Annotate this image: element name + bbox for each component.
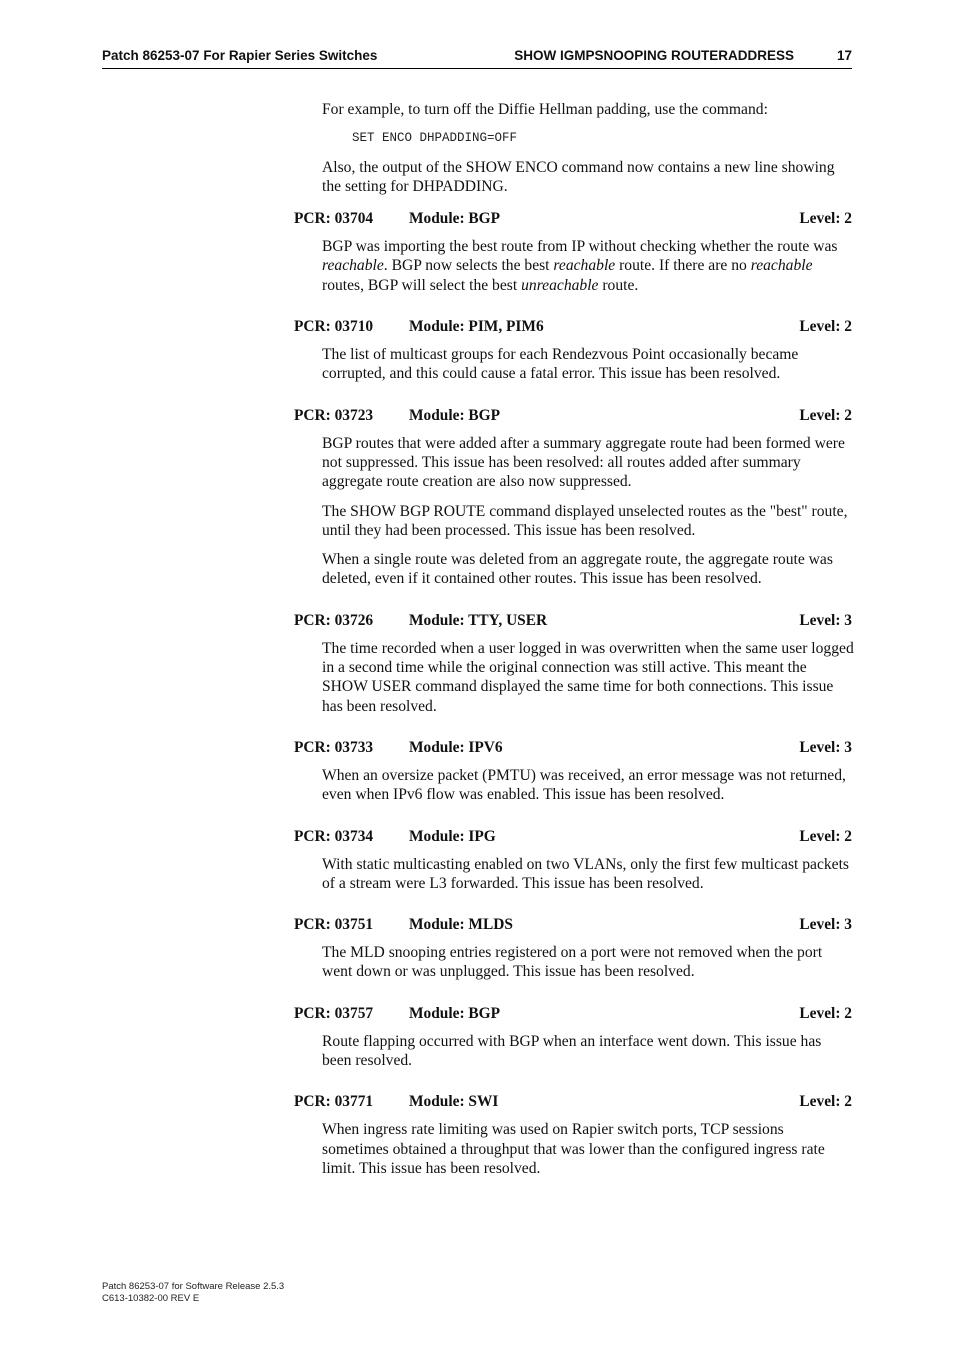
emphasis-text: reachable xyxy=(750,257,813,275)
pcr-heading xyxy=(294,406,854,425)
footer-release: Patch 86253-07 for Software Release 2.5.3 xyxy=(102,1281,285,1292)
pcr-heading xyxy=(294,1092,854,1111)
pcr-description: The MLD snooping entries registered on a port were not removed when the port went down or was unplugged. This issue has been resolved. xyxy=(322,944,823,981)
pcr-description: The time recorded when a user logged in was overwritten when the same user logged in a second time while the original connection was still active. This meant the SHOW USER command displayed the same time for both connections. This issue has been resolved. xyxy=(322,639,854,715)
pcr-id: PCR: 03734 xyxy=(294,827,374,845)
footer-doc-number: C613-10382-00 REV E xyxy=(102,1293,200,1304)
pcr-heading xyxy=(294,209,854,228)
pcr-id: PCR: 03733 xyxy=(294,738,374,756)
pcr-description: When a single route was deleted from an aggregate route, the aggregate route was deleted, even if it contained other routes. This issue has been resolved. xyxy=(322,551,833,588)
pcr-id: PCR: 03771 xyxy=(294,1093,374,1111)
pcr-module: Module: BGP xyxy=(409,406,501,424)
pcr-heading xyxy=(294,915,854,934)
pcr-heading xyxy=(294,317,854,336)
text-run: BGP was importing the best route from IP without checking whether the route was xyxy=(322,238,838,256)
pcr-heading xyxy=(294,738,854,757)
pcr-description: With static multicasting enabled on two VLANs, only the first few multicast packets of a stream were L3 forwarded. This issue has been resolved. xyxy=(322,855,849,892)
pcr-heading xyxy=(294,1004,854,1023)
pcr-level: Level: 3 xyxy=(799,611,852,629)
pcr-module: Module: IPG xyxy=(409,827,496,845)
header-title: Patch 86253-07 For Rapier Series Switches xyxy=(102,48,378,63)
text-run: route. If there are no xyxy=(615,257,751,275)
header-section: SHOW IGMPSNOOPING ROUTERADDRESS xyxy=(514,48,794,63)
pcr-module: Module: BGP xyxy=(409,210,501,228)
page-number: 17 xyxy=(836,48,852,63)
pcr-description: The SHOW BGP ROUTE command displayed unselected routes as the "best" route, until they had been processed. This issue has been resolved. xyxy=(322,502,848,539)
pcr-description xyxy=(322,237,854,295)
pcr-level: Level: 3 xyxy=(799,738,852,756)
pcr-level: Level: 3 xyxy=(799,916,852,934)
pcr-level: Level: 2 xyxy=(799,1093,852,1111)
intro-paragraph: For example, to turn off the Diffie Hellman padding, use the command: xyxy=(322,101,768,118)
emphasis-text: unreachable xyxy=(521,276,599,294)
pcr-description: When an oversize packet (PMTU) was received, an error message was not returned, even when IPv6 flow was enabled. This issue has been resolved. xyxy=(322,766,846,804)
intro-paragraph: Also, the output of the SHOW ENCO command now contains a new line showing the setting for DHPADDING. xyxy=(322,158,835,195)
pcr-module: Module: BGP xyxy=(409,1004,501,1022)
pcr-id: PCR: 03710 xyxy=(294,318,374,336)
pcr-module: Module: IPV6 xyxy=(409,738,503,756)
pcr-module: Module: TTY, USER xyxy=(409,611,548,629)
text-run: routes, BGP will select the best xyxy=(322,276,522,294)
text-run: route. xyxy=(598,276,639,294)
pcr-heading xyxy=(294,611,854,630)
emphasis-text: reachable xyxy=(322,257,384,275)
pcr-id: PCR: 03704 xyxy=(294,210,374,228)
page-content xyxy=(294,100,854,1188)
pcr-description: Route flapping occurred with BGP when an interface went down. This issue has been resolved. xyxy=(322,1032,822,1070)
pcr-module: Module: MLDS xyxy=(409,916,513,934)
pcr-id: PCR: 03751 xyxy=(294,916,374,934)
emphasis-text: reachable xyxy=(553,257,616,275)
pcr-id: PCR: 03757 xyxy=(294,1004,374,1022)
pcr-description: When ingress rate limiting was used on Rapier switch ports, TCP sessions sometimes obtained a throughput that was lower than the configured ingress rate limit. This issue has been resolved. xyxy=(322,1121,825,1177)
pcr-description: BGP routes that were added after a summary aggregate route had been formed were not suppressed. This issue has been resolved: all routes added after summary aggregate route creation are also now suppressed. xyxy=(322,434,845,491)
pcr-module: Module: PIM, PIM6 xyxy=(409,318,544,336)
page-footer xyxy=(102,1281,284,1305)
pcr-level: Level: 2 xyxy=(799,406,852,424)
pcr-module: Module: SWI xyxy=(409,1093,499,1111)
text-run: . BGP now selects the best xyxy=(383,257,554,275)
page-header xyxy=(102,48,852,69)
pcr-level: Level: 2 xyxy=(799,210,852,228)
command-example: SET ENCO DHPADDING=OFF xyxy=(352,131,518,146)
pcr-level: Level: 2 xyxy=(799,827,852,845)
pcr-id: PCR: 03726 xyxy=(294,611,374,629)
pcr-heading xyxy=(294,827,854,846)
pcr-level: Level: 2 xyxy=(799,1004,852,1022)
pcr-level: Level: 2 xyxy=(799,318,852,336)
pcr-id: PCR: 03723 xyxy=(294,406,374,424)
pcr-description: The list of multicast groups for each Rendezvous Point occasionally became corrupted, and this could cause a fatal error. This issue has been resolved. xyxy=(322,346,799,383)
